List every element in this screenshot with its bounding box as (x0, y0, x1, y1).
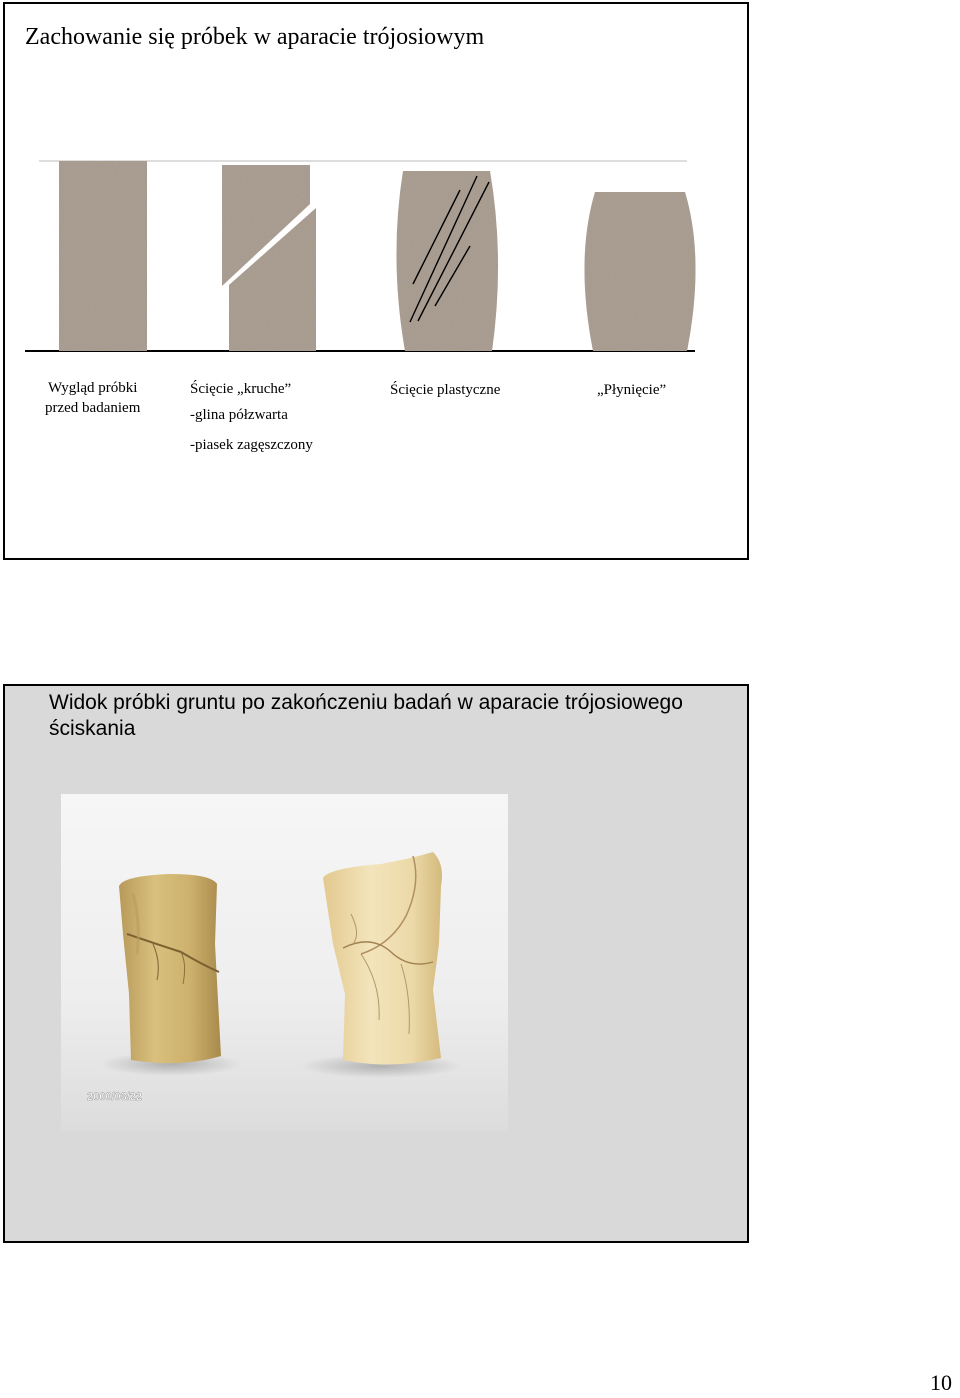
slide2-title: Widok próbki gruntu po zakończeniu badań w aparacie trójosiowego ściskania (49, 691, 683, 740)
slide1-title: Zachowanie się próbek w aparacie trójosiowym (25, 24, 485, 50)
left-soil-sample (119, 874, 221, 1063)
slide-sample-photo (3, 684, 749, 1243)
sample-undeformed (59, 161, 147, 351)
soil-samples-photo (61, 794, 508, 1131)
caption-before-test: Wygląd próbki przed badaniem (45, 380, 141, 416)
sample-plastic-shear (396, 171, 498, 351)
caption-brittle-shear: Ścięcie „kruche” -glina półzwarta -piasek zagęszczony (190, 381, 313, 453)
sample-failure-diagram (5, 4, 751, 562)
caption-plastic-shear: Ścięcie plastyczne (390, 382, 501, 398)
slide-triaxial-behavior (3, 2, 749, 560)
photo-timestamp: 2000/03/22 (87, 1091, 143, 1103)
caption-flow: „Płynięcie” (597, 382, 667, 398)
sample-flow (584, 192, 695, 351)
page-number: 10 (930, 1370, 952, 1395)
